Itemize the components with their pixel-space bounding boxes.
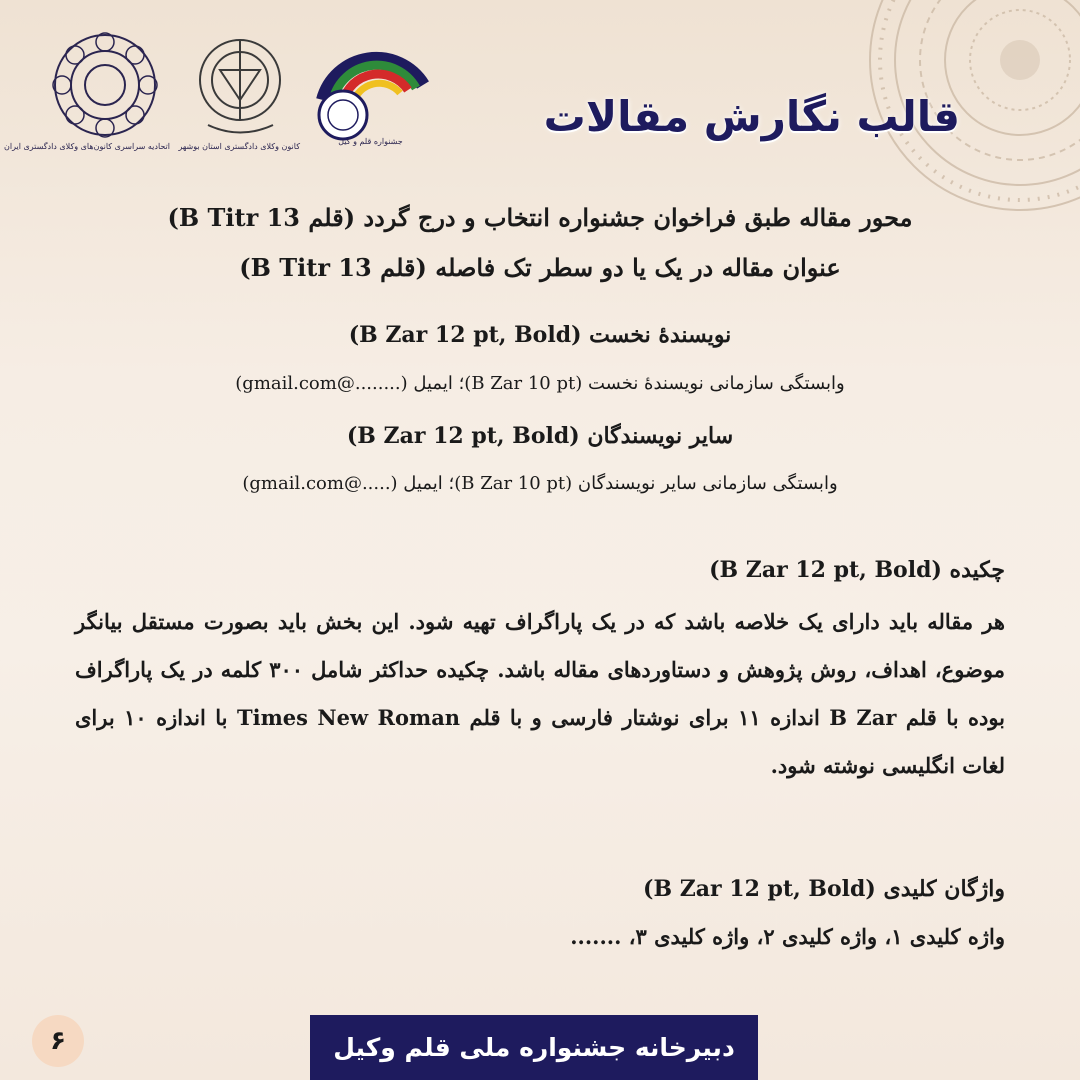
page-number-badge: ۶ <box>32 1015 84 1067</box>
bar-association-logo <box>180 30 300 151</box>
bar-association-emblem-icon <box>193 30 288 140</box>
footer-label: دبیرخانه جشنواره ملی قلم وکیل <box>333 1033 735 1062</box>
keywords-body: واژه کلیدی ۱، واژه کلیدی ۲، واژه کلیدی ۳، ....... <box>570 924 1005 949</box>
other-authors-line: سایر نویسندگان (B Zar 12 pt, Bold) <box>346 423 734 449</box>
abstract-heading: چکیده (B Zar 12 pt, Bold) <box>709 557 1005 583</box>
logo-strip <box>3 30 440 170</box>
first-affiliation-line: وابستگی سازمانی نویسندهٔ نخست (B Zar 10 pt)؛ ایمیل (........@gmail.com) <box>235 373 845 394</box>
footer-bar <box>310 1015 758 1080</box>
page-title: قالب نگارش مقالات <box>543 92 960 141</box>
other-affiliation-line: وابستگی سازمانی سایر نویسندگان (B Zar 10 pt)؛ ایمیل (.....@gmail.com) <box>242 473 838 494</box>
association-emblem-icon <box>50 30 160 140</box>
association-logo <box>3 30 170 151</box>
keywords-heading: واژگان کلیدی (B Zar 12 pt, Bold) <box>643 876 1005 902</box>
topic-line: محور مقاله طبق فراخوان جشنواره انتخاب و درج گردد (قلم B Titr 13) <box>167 203 913 232</box>
abstract-body: هر مقاله باید دارای یک خلاصه باشد که در یک پاراگراف تهیه شود. این بخش باید بصورت مستقل بیانگر موضوع، اهداف، روش پژوهش و دستاوردهای مقاله باشد. چکیده حداکثر شامل ۳۰۰ کلمه در یک پاراگراف بوده با قلم B Zar اندازه ۱۱ برای نوشتار فارسی و با قلم Times New Roman با اندازه ۱۰ برای لغات انگلیسی نوشته شود. <box>75 609 1006 778</box>
bar-association-logo-caption: کانون وکلای دادگستری استان بوشهر <box>178 142 300 151</box>
festival-logo-caption: جشنواره قلم و کیل <box>338 137 403 146</box>
association-logo-caption: اتحادیه سراسری کانون‌های وکلای دادگستری ایران <box>3 142 170 151</box>
title-line: عنوان مقاله در یک یا دو سطر تک فاصله (قلم B Titr 13) <box>239 253 841 282</box>
festival-emblem-icon <box>308 30 433 145</box>
festival-logo <box>308 30 433 146</box>
first-author-line: نویسندهٔ نخست (B Zar 12 pt, Bold) <box>348 322 732 348</box>
